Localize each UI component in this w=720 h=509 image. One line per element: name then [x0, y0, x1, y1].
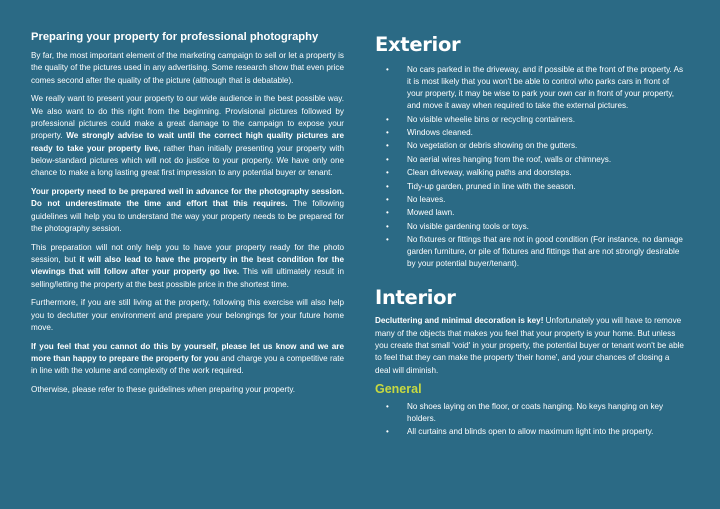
bullet-icon: • — [386, 208, 389, 218]
list-item: • No aerial wires hanging from the roof, walls or chimneys. — [375, 154, 687, 166]
general-list — [375, 401, 687, 439]
bullet-icon: • — [386, 154, 389, 164]
intro-paragraph: By far, the most important element of the marketing campaign to sell or let a property is the quality of the pictures used in any advertising. Some research show that even price comes second after the quality of the picture (although that is debatable). — [31, 51, 344, 85]
preparation-paragraph: Your property need to be prepared well in advance for the photography session. Do not underestimate the time and effort that this requires. The following guidelines will help you to understand the way your property needs to be prepared for the photography session. — [31, 186, 345, 233]
left-column — [31, 30, 344, 403]
list-item: • Tidy-up garden, pruned in line with the season. — [375, 181, 687, 193]
right-column — [375, 34, 687, 440]
list-item: • No fixtures or fittings that are not in good condition (For instance, no damage garden furniture, or pile of fixtures and fittings that are not strongly desirable by your potential buyer/tenant). — [386, 235, 683, 269]
bullet-icon: • — [386, 235, 389, 245]
list-item: • All curtains and blinds open to allow maximum light into the property. — [375, 426, 687, 438]
bullet-icon: • — [386, 65, 389, 74]
general-heading: General — [375, 381, 422, 396]
presentation-paragraph: We really want to present your property to our wide audience in the best possible way. We also want to do this right from the beginning. Provisional pictures followed by professional pictures could make a great damage to the campaign to expose your property. We strongly advise to wait until the correct high quality pictures are ready to take your property live, rather than initially presenting your property with below-standard pictures which will not do justice to your property. We have only one chance to make a long lasting great first impression to any potential buyer or tenant. — [31, 94, 344, 178]
declutter-paragraph: Furthermore, if you are still living at the property, following this exercise will also help you to declutter your environment and prepare your belongings for your future home move. — [31, 298, 344, 332]
list-item: • No cars parked in the driveway, and if possible at the front of the property. As it is most likely that you won't be able to control who parks cars in front of your property, it may be wise to park your own car in front of your property, and move it away when required to take the external pictures. — [386, 65, 684, 111]
list-item: • Clean driveway, walking paths and doorsteps. — [375, 167, 687, 179]
list-item: • No shoes laying on the floor, or coats hanging. No keys hanging on key holders. — [386, 401, 664, 424]
bullet-icon: • — [386, 114, 389, 124]
interior-intro: Decluttering and minimal decoration is key! Unfortunately you will have to remove many of the objects that makes you feel that your property is your home. But unless you create that small 'void' in your property, the potential buyer or tenant won't be able to feel that they can make the property 'their home', and your chances of closing a deal will diminish. — [375, 316, 684, 375]
list-item: • No visible wheelie bins or recycling containers. — [375, 114, 687, 126]
guidelines-paragraph: Otherwise, please refer to these guidelines when preparing your property. — [31, 385, 296, 395]
bullet-icon: • — [386, 221, 389, 231]
list-item: • No leaves. — [375, 194, 687, 206]
exterior-list — [375, 64, 687, 270]
bullet-icon: • — [386, 195, 389, 205]
list-item: • Windows cleaned. — [375, 127, 687, 139]
list-item: • Mowed lawn. — [375, 207, 687, 219]
bullet-icon: • — [386, 128, 389, 138]
list-item: • No visible gardening tools or toys. — [375, 221, 687, 233]
viewings-paragraph: This preparation will not only help you to have your property ready for the photo session, but it will also lead to have the property in the best condition for the viewings that will follow after your property go live. This will ultimately result in selling/letting the property at the best possible price in the shortest time. — [31, 242, 344, 289]
exterior-heading: Exterior — [375, 33, 461, 56]
bullet-icon: • — [386, 427, 389, 437]
bullet-icon: • — [386, 401, 389, 411]
help-paragraph: If you feel that you cannot do this by yourself, please let us know and we are more than happy to prepare the property for you and charge you a competitive rate in line with the volume and complexity of the work required. — [31, 341, 345, 376]
list-item: • No vegetation or debris showing on the gutters. — [375, 140, 687, 152]
interior-heading: Interior — [375, 286, 456, 310]
bullet-icon: • — [386, 168, 389, 178]
bullet-icon: • — [386, 181, 389, 191]
bullet-icon: • — [386, 141, 389, 151]
section-title: Preparing your property for professional photography — [31, 31, 319, 43]
